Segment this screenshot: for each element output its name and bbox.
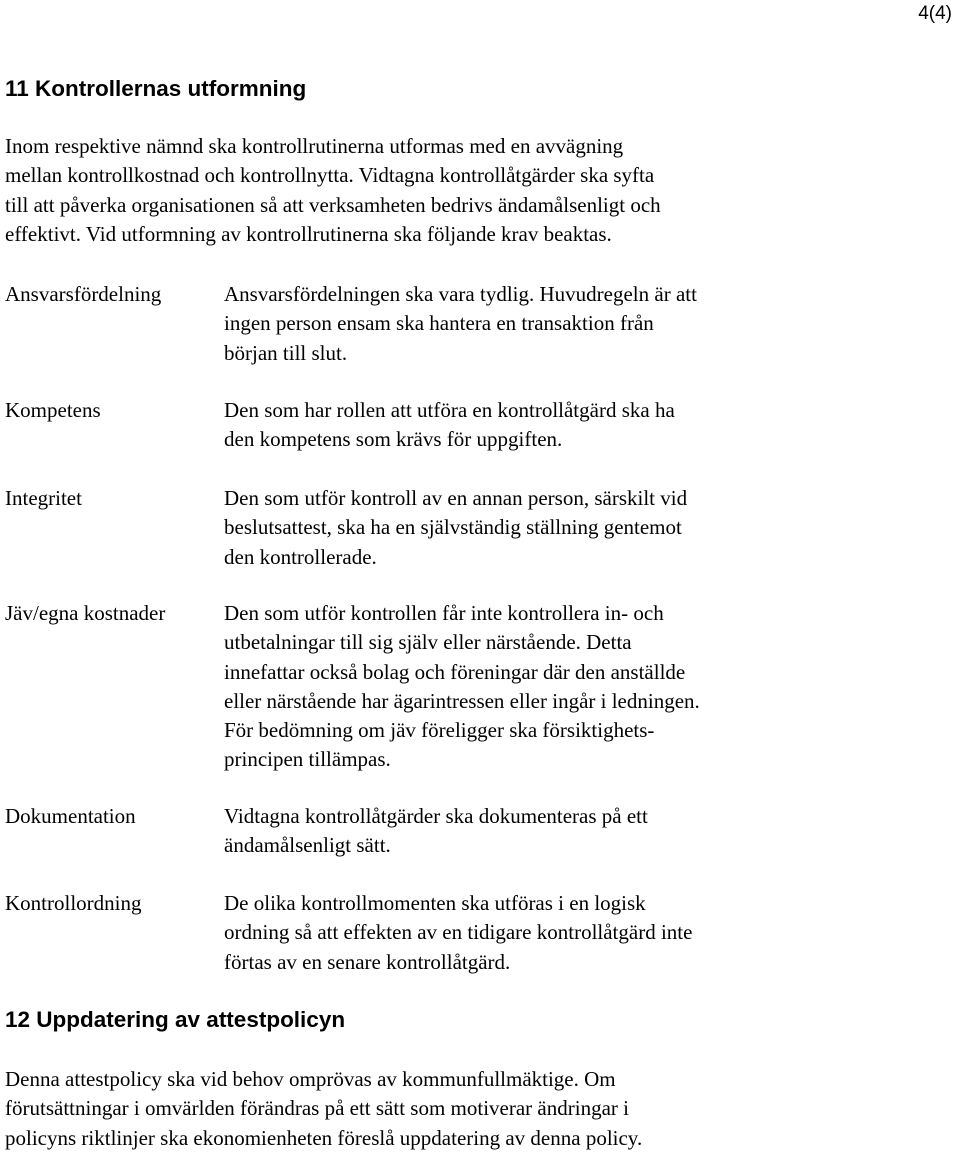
requirement-term: Integritet: [5, 486, 82, 510]
requirement-description: [224, 889, 954, 977]
description-line: början till slut.: [224, 340, 348, 365]
description-line: utbetalningar till sig själv eller närstående. Detta: [224, 630, 632, 655]
requirement-term: Kontrollordning: [5, 891, 142, 915]
body-line: Denna attestpolicy ska vid behov omprövas av kommunfullmäktige. Om: [5, 1067, 616, 1091]
description-line: Den som har rollen att utföra en kontrollåtgärd ska ha: [224, 398, 675, 422]
section-11-heading: 11 Kontrollernas utformning: [5, 76, 307, 101]
body-line: policyns riktlinjer ska ekonomienheten föreslå uppdatering av denna policy.: [5, 1125, 643, 1150]
requirement-description: [224, 484, 954, 572]
page-number: 4(4): [918, 3, 952, 24]
description-line: Den som utför kontroll av en annan person, särskilt vid: [224, 486, 688, 510]
description-line: eller närstående har ägarintressen eller ingår i ledningen.: [224, 688, 700, 713]
intro-line: mellan kontrollkostnad och kontrollnytta. Vidtagna kontrollåtgärder ska syfta: [5, 163, 655, 188]
requirement-term: Jäv/egna kostnader: [5, 601, 166, 625]
requirement-term: Dokumentation: [5, 804, 136, 828]
description-line: Den som utför kontrollen får inte kontrollera in- och: [224, 601, 664, 625]
intro-line: Inom respektive nämnd ska kontrollrutinerna utformas med en avvägning: [5, 134, 624, 158]
description-line: den kompetens som krävs för uppgiften.: [224, 427, 563, 452]
description-line: ändamålsenligt sätt.: [224, 833, 391, 858]
description-line: innefattar också bolag och föreningar där den anställde: [224, 659, 686, 684]
requirement-description: [224, 396, 954, 455]
description-line: De olika kontrollmomenten ska utföras i en logisk: [224, 891, 646, 915]
section-12-heading: 12 Uppdatering av attestpolicyn: [5, 1007, 346, 1032]
requirement-description: [224, 599, 954, 775]
requirement-term: Kompetens: [5, 398, 101, 422]
section-12-body: [5, 1065, 955, 1153]
description-line: Ansvarsfördelningen ska vara tydlig. Huvudregeln är att: [224, 282, 697, 306]
description-line: För bedömning om jäv föreligger ska försiktighets-: [224, 718, 655, 743]
requirement-term: Ansvarsfördelning: [5, 282, 162, 306]
description-line: beslutsattest, ska ha en självständig ställning gentemot: [224, 515, 682, 540]
description-line: den kontrollerade.: [224, 544, 377, 569]
intro-line: effektivt. Vid utformning av kontrollrutinerna ska följande krav beaktas.: [5, 221, 612, 246]
description-line: ordning så att effekten av en tidigare kontrollåtgärd inte: [224, 920, 693, 945]
requirement-description: [224, 802, 954, 861]
requirement-description: [224, 280, 954, 368]
description-line: ingen person ensam ska hantera en transaktion från: [224, 311, 654, 336]
body-line: förutsättningar i omvärlden förändras på ett sätt som motiverar ändringar i: [5, 1096, 629, 1121]
section-11-intro: [5, 132, 955, 249]
description-line: principen tillämpas.: [224, 747, 391, 772]
description-line: förtas av en senare kontrollåtgärd.: [224, 949, 511, 974]
description-line: Vidtagna kontrollåtgärder ska dokumenteras på ett: [224, 804, 648, 828]
intro-line: till att påverka organisationen så att verksamheten bedrivs ändamålsenligt och: [5, 192, 661, 217]
